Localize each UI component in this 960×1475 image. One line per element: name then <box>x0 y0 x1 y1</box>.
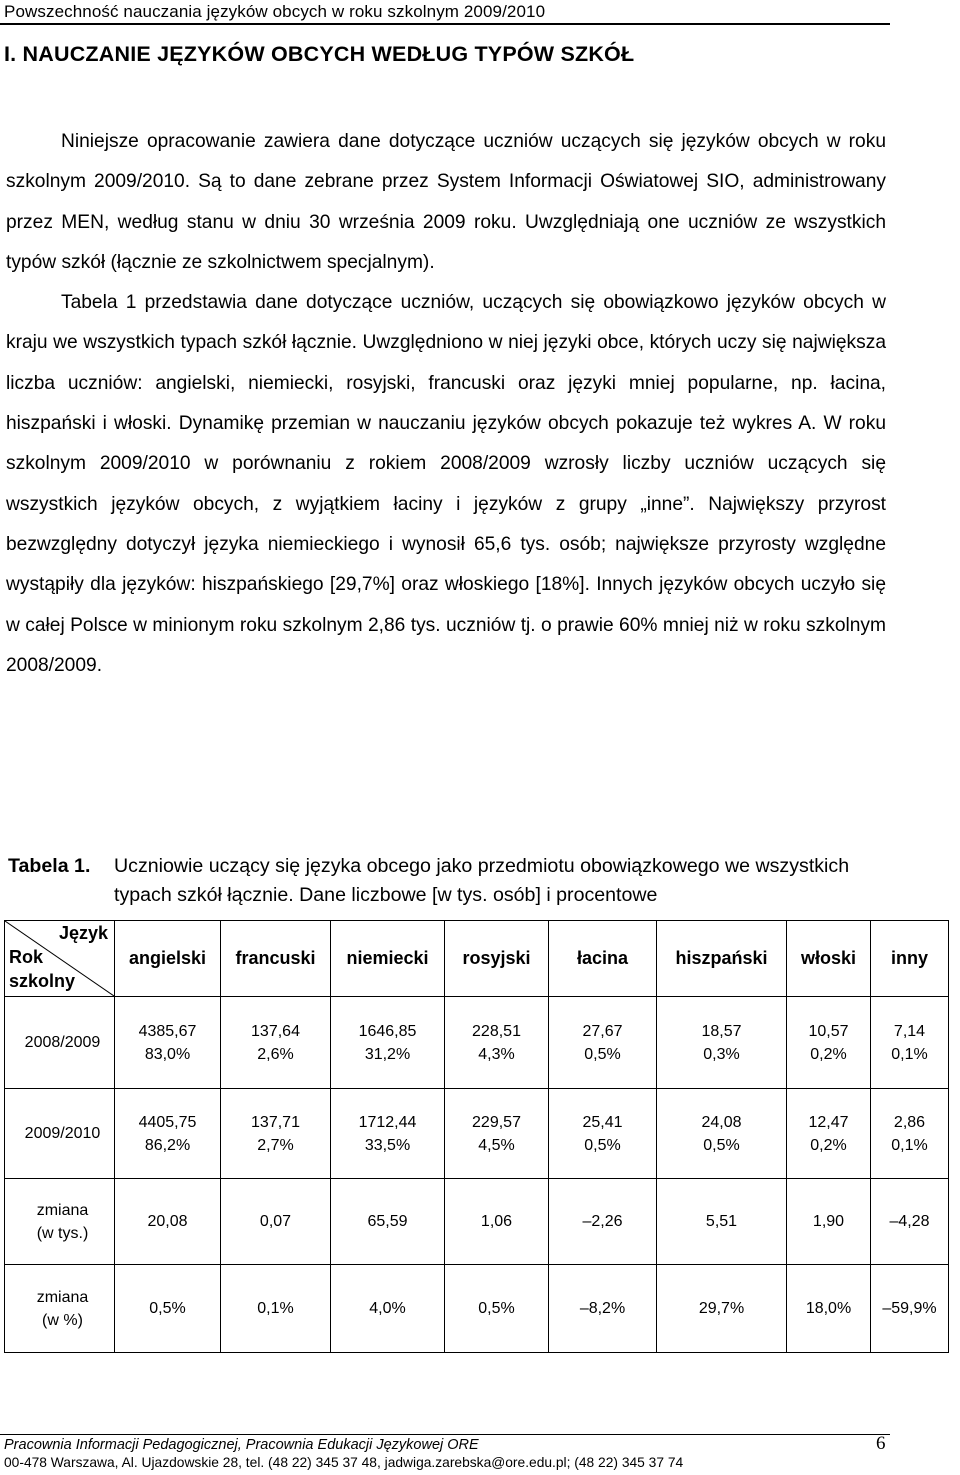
cell-value: 12,47 <box>808 1113 849 1131</box>
table-cell: 29,7% <box>657 1265 787 1353</box>
cell-value: 228,51 <box>472 1022 521 1040</box>
cell-value: 1712,44 <box>358 1113 417 1131</box>
col-header-rosyjski: rosyjski <box>445 921 549 997</box>
col-header-inny: inny <box>871 921 949 997</box>
table-cell <box>549 1089 657 1179</box>
cell-value: 27,67 <box>582 1022 623 1040</box>
table-cell: –59,9% <box>871 1265 949 1353</box>
table-cell: 1,90 <box>787 1179 871 1265</box>
table-cell: 0,07 <box>221 1179 331 1265</box>
table-row <box>5 1265 949 1353</box>
row-label-line-2: (w tys.) <box>36 1224 89 1242</box>
cell-percent: 0,1% <box>891 1045 928 1063</box>
col-header-francuski: francuski <box>221 921 331 997</box>
corner-label-year-2: szkolny <box>9 971 76 991</box>
cell-value: 25,41 <box>582 1113 623 1131</box>
row-label-line-2: (w %) <box>42 1311 83 1329</box>
table-cell: 0,1% <box>221 1265 331 1353</box>
row-label-line-1: zmiana <box>36 1201 89 1219</box>
row-label <box>5 1265 115 1353</box>
table-header-row <box>5 921 949 997</box>
table-caption-text: Uczniowie uczący się języka obcego jako przedmiotu obowiązkowego we wszystkich typach szkół łącznie. Dane liczbowe [w tys. osób] i procentowe <box>114 855 850 906</box>
cell-value: 137,71 <box>251 1113 300 1131</box>
cell-percent: 83,0% <box>144 1045 191 1063</box>
table-cell: –2,26 <box>549 1179 657 1265</box>
cell-value: 229,57 <box>472 1113 521 1131</box>
table-cell <box>445 1089 549 1179</box>
table-cell: 0,5% <box>115 1265 221 1353</box>
row-label: 2009/2010 <box>5 1089 115 1179</box>
page-number: 6 <box>876 1433 886 1454</box>
col-header-hiszpanski: hiszpański <box>657 921 787 997</box>
table-cell: 20,08 <box>115 1179 221 1265</box>
table-caption-label: Tabela 1. <box>8 855 91 877</box>
table-cell: 0,5% <box>445 1265 549 1353</box>
table-cell: 65,59 <box>331 1179 445 1265</box>
table-cell <box>115 1089 221 1179</box>
row-label: 2008/2009 <box>5 997 115 1089</box>
corner-label-year-1: Rok <box>9 947 44 967</box>
table-cell: 18,0% <box>787 1265 871 1353</box>
table-cell <box>221 1089 331 1179</box>
section-heading: I. NAUCZANIE JĘZYKÓW OBCYCH WEDŁUG TYPÓW SZKÓŁ <box>4 42 635 66</box>
col-header-angielski: angielski <box>115 921 221 997</box>
cell-percent: 0,2% <box>810 1136 847 1154</box>
cell-value: 10,57 <box>808 1022 849 1040</box>
col-header-niemiecki: niemiecki <box>331 921 445 997</box>
paragraph-1: Niniejsze opracowanie zawiera dane dotyczące uczniów uczących się języków obcych w roku szkolnym 2009/2010. Są to dane zebrane przez System Informacji Oświatowej SIO, administrowany przez MEN, według stanu w dniu 30 września 2009 roku. Uwzględniają one uczniów ze wszystkich typów szkół (łącznie ze szkolnictwem specjalnym). <box>6 131 886 273</box>
table-cell: 1,06 <box>445 1179 549 1265</box>
col-header-wloski: włoski <box>787 921 871 997</box>
col-header-lacina: łacina <box>549 921 657 997</box>
data-table <box>4 920 949 1353</box>
table-row <box>5 997 949 1089</box>
cell-value: 18,57 <box>701 1022 742 1040</box>
cell-value: 4405,75 <box>138 1113 197 1131</box>
footer-address: 00-478 Warszawa, Al. Ujazdowskie 28, tel. (48 22) 345 37 48, jadwiga.zarebska@ore.edu.pl; (48 22) 345 37 74 <box>4 1455 684 1470</box>
cell-value: 24,08 <box>701 1113 742 1131</box>
paragraph-2: Tabela 1 przedstawia dane dotyczące uczniów, uczących się obowiązkowo języków obcych w kraju we wszystkich typach szkół łącznie. Uwzględniono w niej języki obce, których uczy się największa liczba uczniów: angielski, niemiecki, rosyjski, francuski oraz języki mniej popularne, np. łacina, hiszpański i włoski. Dynamikę przemian w nauczaniu języków obcych pokazuje też wykres A. W roku szkolnym 2009/2010 w porównaniu z rokiem 2008/2009 wzrosły liczby uczniów uczących się wszystkich języków obcych, z wyjątkiem łaciny i języków z grupy „inne”. Największy przyrost bezwzględny dotyczył języka niemieckiego i wynosił 65,6 tys. osób; największe przyrosty względne wystąpiły dla języków: hiszpańskiego [29,7%] oraz włoskiego [18%]. Innych języków obcych uczyło się w całej Polsce w minionym roku szkolnym 2,86 tys. uczniów tj. o prawie 60% mniej niż w roku szkolnym 2008/2009. <box>6 292 886 676</box>
table-row <box>5 1089 949 1179</box>
row-label-line-1: zmiana <box>36 1288 89 1306</box>
cell-value: 137,64 <box>251 1022 300 1040</box>
cell-percent: 0,2% <box>810 1045 847 1063</box>
cell-percent: 2,7% <box>257 1136 294 1154</box>
cell-percent: 0,5% <box>584 1045 621 1063</box>
table-cell <box>871 1089 949 1179</box>
cell-value: 1646,85 <box>358 1022 417 1040</box>
corner-label-year <box>9 945 75 993</box>
table-cell: –8,2% <box>549 1265 657 1353</box>
cell-percent: 33,5% <box>364 1136 411 1154</box>
table-cell <box>331 1089 445 1179</box>
cell-percent: 86,2% <box>144 1136 191 1154</box>
table-cell <box>115 997 221 1089</box>
cell-percent: 0,1% <box>891 1136 928 1154</box>
cell-percent: 2,6% <box>257 1045 294 1063</box>
table-cell: –4,28 <box>871 1179 949 1265</box>
table-cell <box>787 1089 871 1179</box>
cell-value: 2,86 <box>893 1113 926 1131</box>
table-cell <box>445 997 549 1089</box>
cell-percent: 4,3% <box>478 1045 515 1063</box>
table-cell <box>657 997 787 1089</box>
footer-organization: Pracownia Informacji Pedagogicznej, Pracownia Edukacji Językowej ORE <box>4 1437 479 1453</box>
cell-percent: 4,5% <box>478 1136 515 1154</box>
table-cell <box>657 1089 787 1179</box>
table-cell: 4,0% <box>331 1265 445 1353</box>
table-cell <box>787 997 871 1089</box>
corner-label-language: Język <box>58 923 108 943</box>
table-cell <box>221 997 331 1089</box>
cell-value: 4385,67 <box>138 1022 197 1040</box>
footer-rule <box>0 1434 890 1435</box>
row-label <box>5 1179 115 1265</box>
running-header: Powszechność nauczania języków obcych w roku szkolnym 2009/2010 <box>4 2 546 21</box>
cell-percent: 0,5% <box>703 1136 740 1154</box>
body-text <box>6 122 886 686</box>
table-cell <box>871 997 949 1089</box>
table-cell <box>549 997 657 1089</box>
table-cell: 5,51 <box>657 1179 787 1265</box>
header-rule <box>0 23 890 25</box>
cell-percent: 0,5% <box>584 1136 621 1154</box>
table-corner-cell <box>5 921 115 997</box>
cell-value: 7,14 <box>893 1022 926 1040</box>
cell-percent: 0,3% <box>703 1045 740 1063</box>
table-row <box>5 1179 949 1265</box>
cell-percent: 31,2% <box>364 1045 411 1063</box>
table-cell <box>331 997 445 1089</box>
